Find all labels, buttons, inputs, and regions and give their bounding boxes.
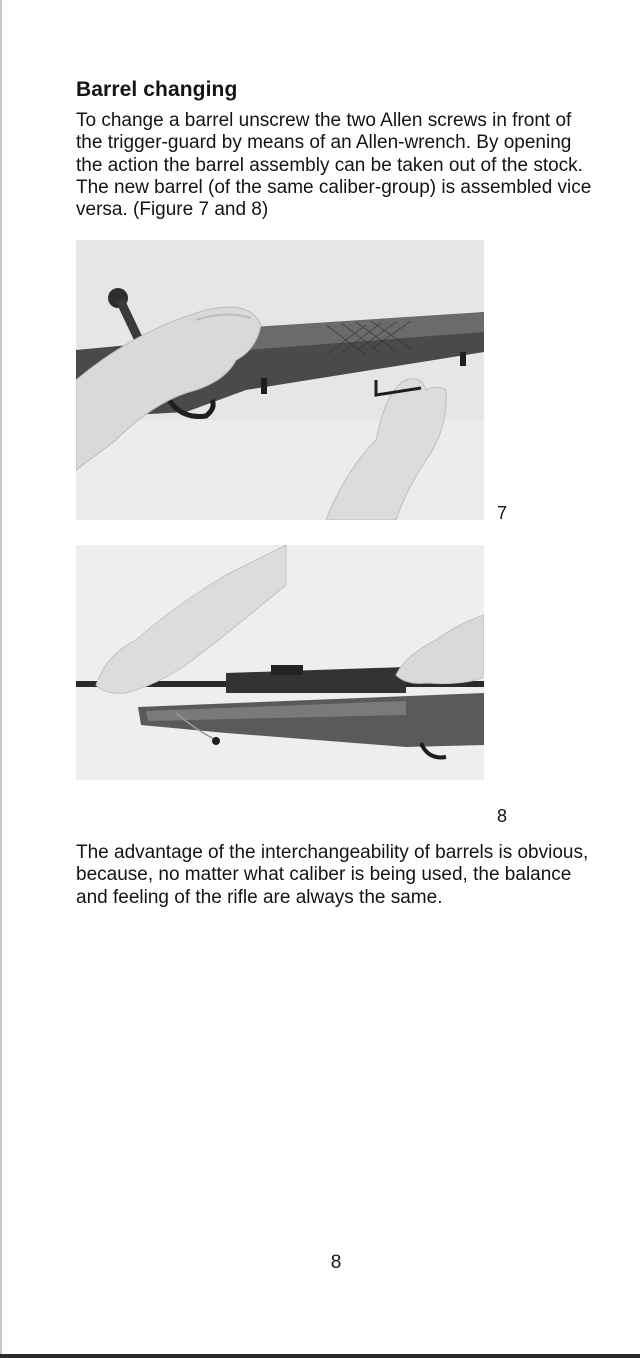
page-edge	[0, 0, 2, 1358]
page-bottom-edge	[0, 1354, 640, 1358]
figure-8-photo	[76, 545, 484, 780]
figure-7-illustration	[76, 240, 484, 520]
figure-7-number: 7	[497, 503, 508, 523]
figure-7-photo	[76, 240, 484, 520]
figure-8-number: 8	[497, 806, 508, 826]
figure-8-illustration	[76, 545, 484, 780]
section-heading: Barrel changing	[76, 78, 238, 101]
page-number: 8	[330, 1252, 342, 1273]
intro-paragraph: To change a barrel unscrew the two Allen screws in front of the trigger-guard by means of an Allen-wrench. By opening the action the barrel assembly can be taken out of the stock. The new barrel (of the same caliber-group) is assembled vice versa. (Figure 7 and 8)	[76, 110, 592, 221]
conclusion-paragraph: The advantage of the interchangeability of barrels is obvious, because, no matter what caliber is being used, the balance and feeling of the rifle are always the same.	[76, 842, 589, 908]
